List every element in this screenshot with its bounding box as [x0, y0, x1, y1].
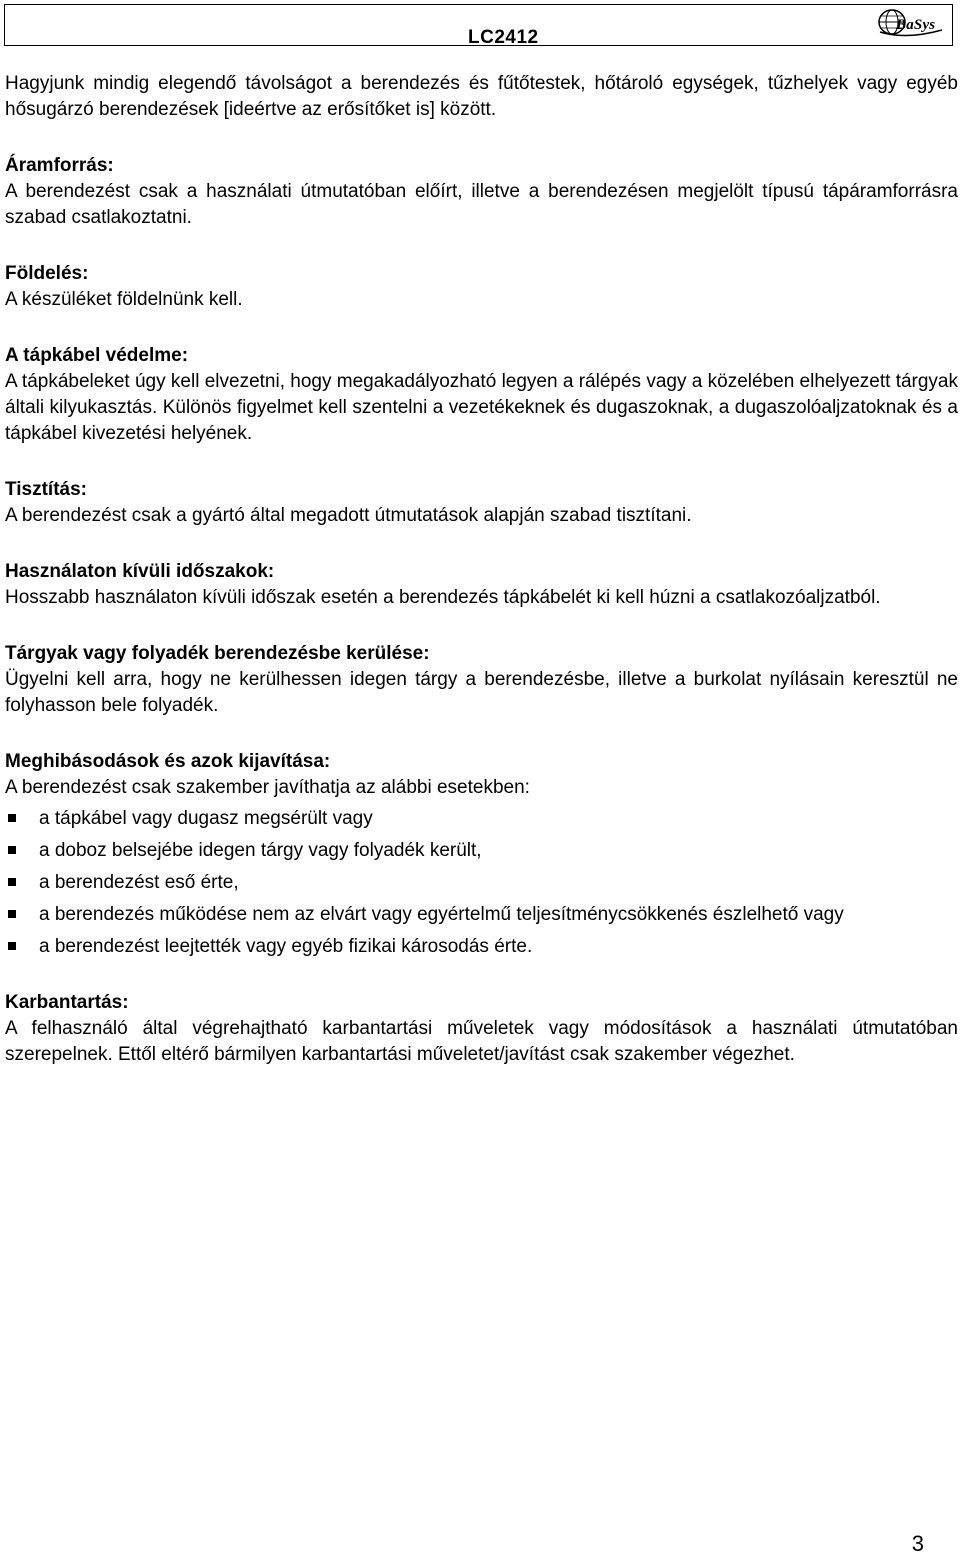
document-code: LC2412 — [468, 27, 539, 48]
list-item: a berendezést eső érte, — [5, 870, 958, 896]
section-heading: Meghibásodások és azok kijavítása: — [5, 751, 331, 772]
section-body: A berendezést csak szakember javíthatja az alábbi esetekben: — [5, 777, 530, 798]
section-body: A készüléket földelnünk kell. — [5, 289, 243, 310]
list-item: a berendezést leejtették vagy egyéb fizikai károsodás érte. — [5, 934, 958, 960]
section-body: A berendezést csak a gyártó által megadott útmutatások alapján szabad tisztítani. — [5, 505, 692, 526]
section-body: A tápkábeleket úgy kell elvezetni, hogy megakadályozható legyen a rálépés vagy a közelében elhelyezett tárgyak általi kilyukasztás. Különös figyelmet kell szentelni a vezetékeknek és dugaszoknak, a dugaszolóaljzatoknak és a tápkábel kivezetési helyének. — [5, 371, 958, 444]
section-heading: A tápkábel védelme: — [5, 345, 189, 366]
bullet-icon — [8, 814, 16, 822]
bullet-icon — [8, 942, 16, 950]
section-body: Hosszabb használaton kívüli időszak esetén a berendezés tápkábelét ki kell húzni a csatlakozóaljzatból. — [5, 587, 881, 608]
section-repairs — [5, 749, 958, 960]
list-item: a doboz belsejébe idegen tárgy vagy folyadék került, — [5, 838, 958, 864]
section-heading: Használaton kívüli időszakok: — [5, 561, 275, 582]
logo-text: BaSys — [896, 17, 936, 33]
section-heading: Karbantartás: — [5, 992, 129, 1013]
section-heading: Tisztítás: — [5, 479, 88, 500]
section-power-source — [5, 153, 958, 231]
section-body: A felhasználó által végrehajtható karbantartási műveletek vagy módosítások a használati útmutatóban szerepelnek. Ettől eltérő bármilyen karbantartási műveletet/javítást csak szakember végezhet. — [5, 1018, 958, 1065]
repair-cases-list — [5, 806, 958, 960]
section-body: Ügyelni kell arra, hogy ne kerülhessen idegen tárgy a berendezésbe, illetve a burkolat nyílásain keresztül ne folyhasson bele folyadék. — [5, 669, 958, 716]
section-power-cord — [5, 343, 958, 447]
intro-section — [5, 71, 958, 123]
document-body — [5, 71, 958, 1098]
page-number: 3 — [911, 1531, 924, 1556]
section-grounding — [5, 261, 958, 313]
section-cleaning — [5, 477, 958, 529]
section-body: A berendezést csak a használati útmutatóban előírt, illetve a berendezésen megjelölt típusú tápáramforrásra szabad csatlakoztatni. — [5, 181, 958, 228]
list-item: a tápkábel vagy dugasz megsérült vagy — [5, 806, 958, 832]
section-maintenance — [5, 990, 958, 1068]
basys-logo — [876, 6, 946, 42]
page-header — [4, 4, 953, 46]
bullet-icon — [8, 910, 16, 918]
section-objects-liquid — [5, 641, 958, 719]
section-unused-periods — [5, 559, 958, 611]
bullet-icon — [8, 878, 16, 886]
section-heading: Földelés: — [5, 263, 89, 284]
intro-paragraph: Hagyjunk mindig elegendő távolságot a berendezés és fűtőtestek, hőtároló egységek, tűzhelyek vagy egyéb hősugárzó berendezések [ideértve az erősítőket is] között. — [5, 73, 958, 120]
section-heading: Tárgyak vagy folyadék berendezésbe kerülése: — [5, 643, 430, 664]
section-heading: Áramforrás: — [5, 155, 114, 176]
list-item: a berendezés működése nem az elvárt vagy egyértelmű teljesítménycsökkenés észlelhető vagy — [5, 902, 958, 928]
bullet-icon — [8, 846, 16, 854]
